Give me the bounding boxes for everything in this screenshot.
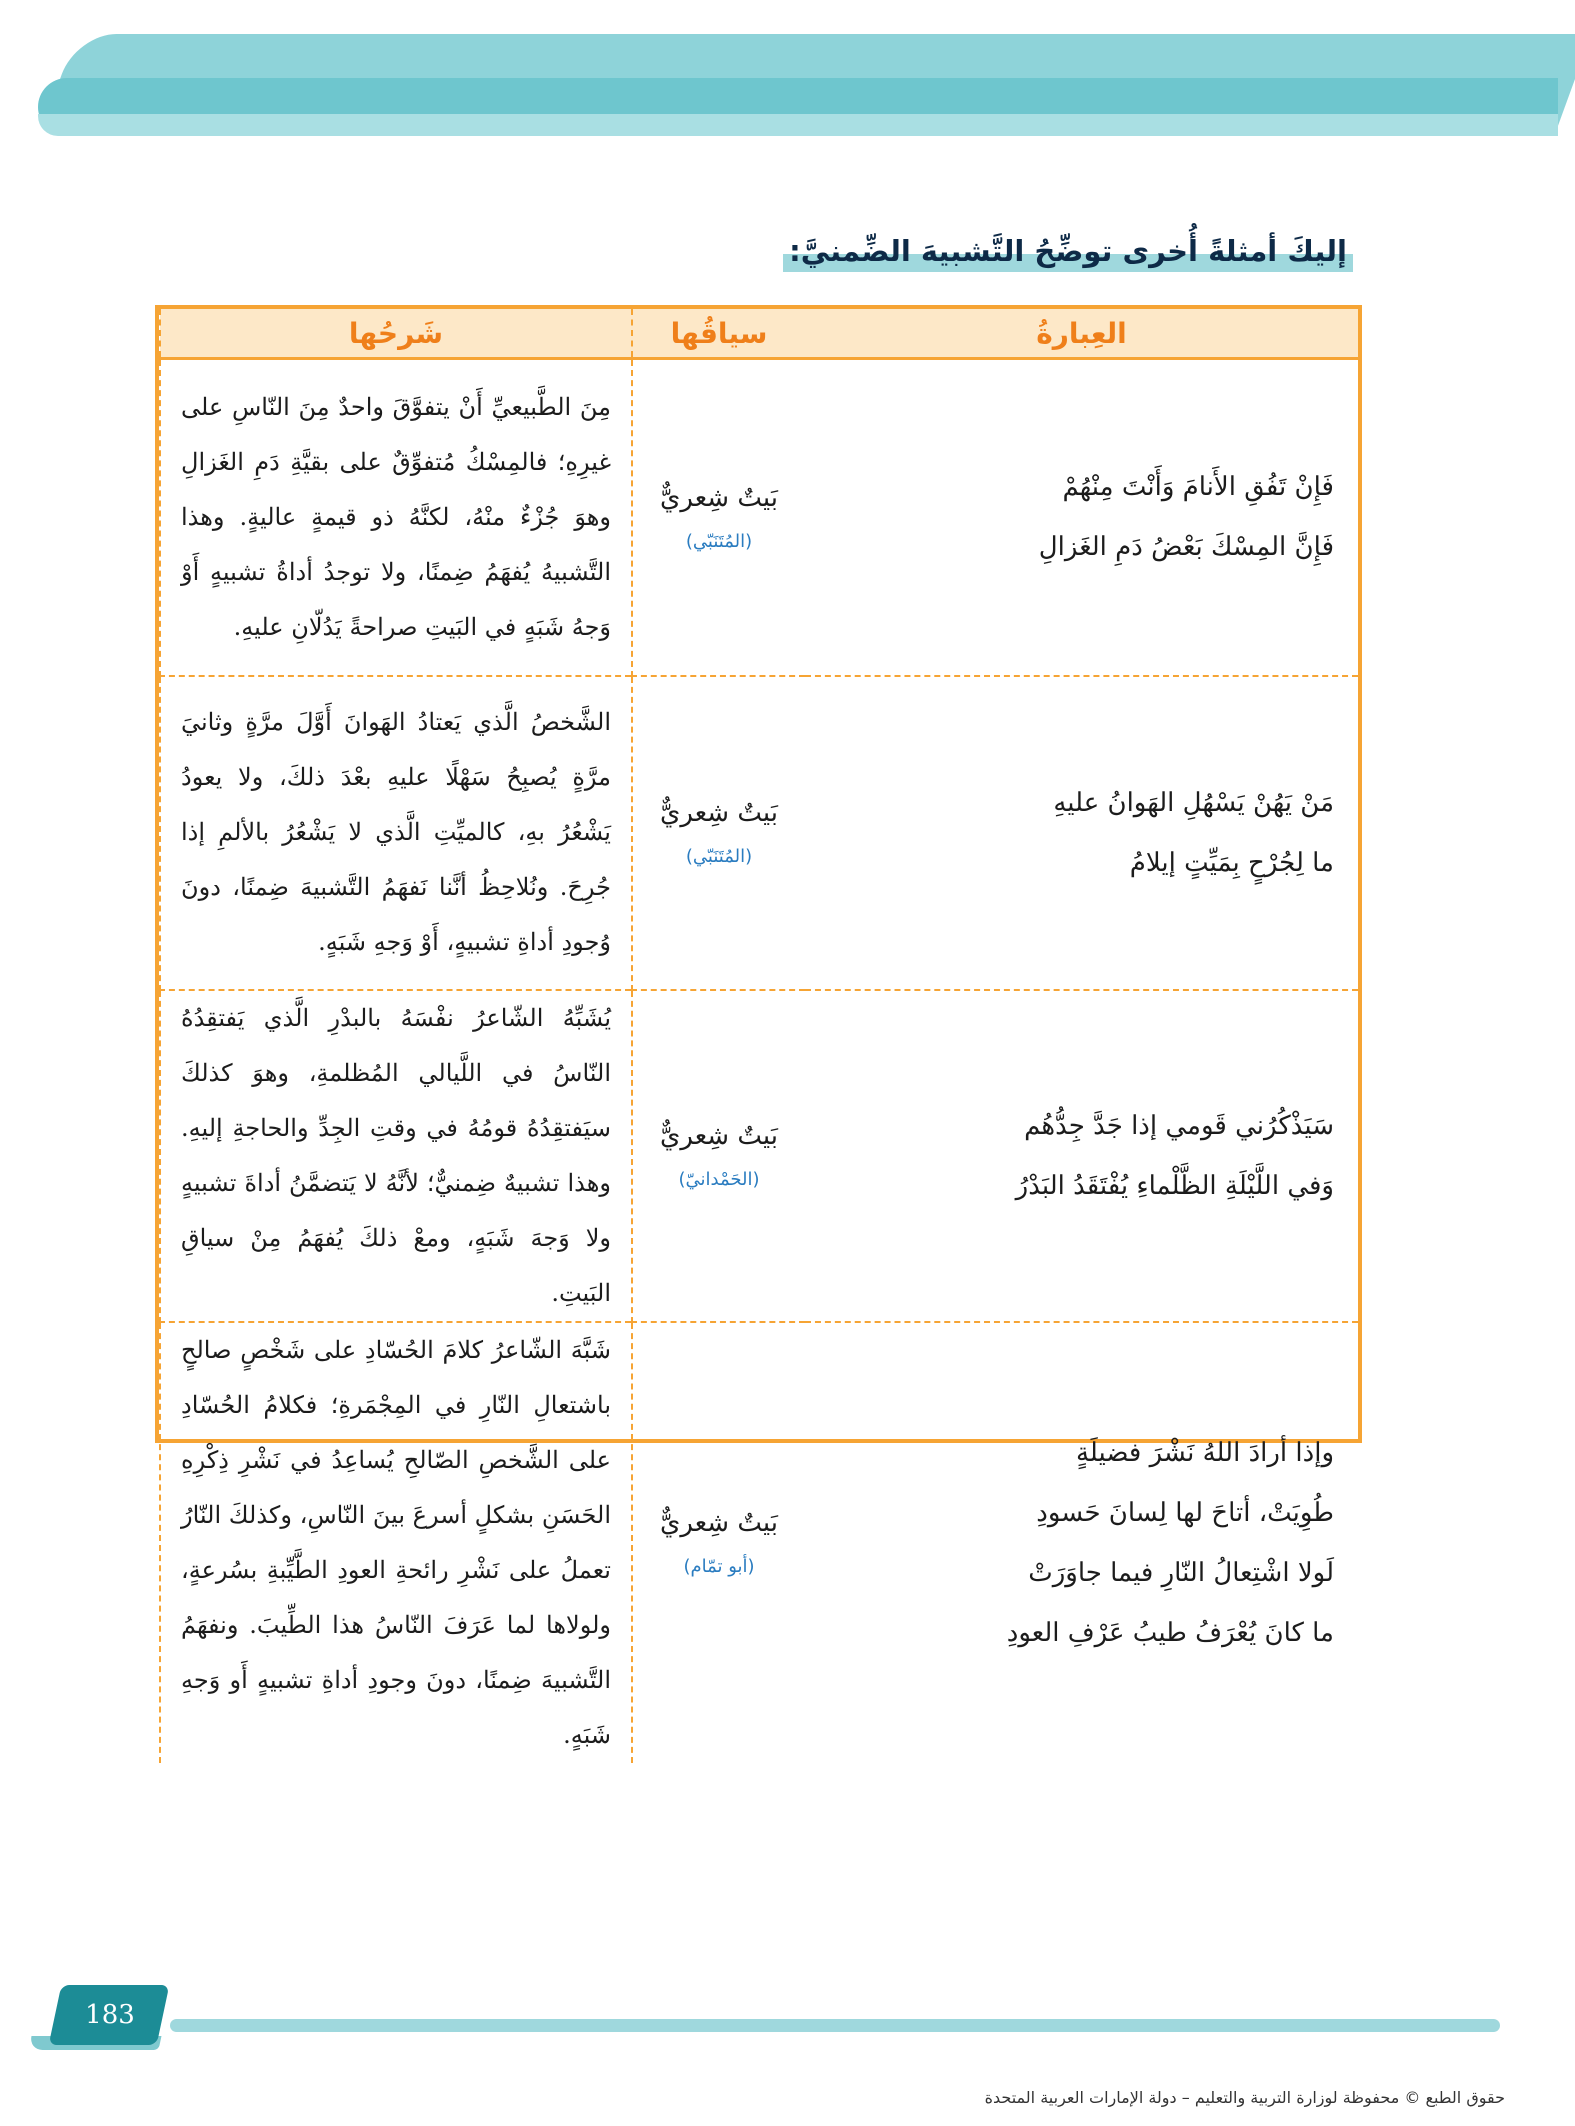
footer-bar	[170, 2019, 1500, 2032]
verse-line: وإذا أرادَ اللهُ نَشْرَ فضيلَةٍ	[1075, 1437, 1334, 1468]
verse-line: لَولا اشْتِعالُ النّارِ فيما جاوَرَتْ	[1028, 1557, 1334, 1588]
explanation-text: مِنَ الطَّبيعيِّ أَنْ يتفوَّقَ واحدٌ مِنَ النّاسِ على غيرِهِ؛ فالمِسْكُ مُتفوِّقٌ على بقيَّةِ دَمِ الغَزالِ وهوَ جُزْءٌ منْهُ، لكنَّهُ ذو قيمةٍ عاليةٍ. وهذا التَّشبيهُ يُفهَمُ ضِمنًا، ولا توجدُ أداةُ تشبيهٍ أَوْ وَجهُ شَبَهٍ في البَيتِ صراحةً يَدُلّانِ عليهِ.	[181, 392, 611, 641]
header-phrase: العِبارةُ	[805, 309, 1358, 359]
context-label: بَيتٌ شِعريٌّ	[660, 482, 778, 513]
poet-name: (المُتَنَبّي)	[685, 530, 753, 552]
verse-line: ما لِجُرْحٍ بِمَيِّتٍ إيلامُ	[1129, 847, 1334, 878]
examples-table	[155, 305, 1362, 1749]
context-cell	[632, 359, 805, 676]
header-context: سياقُها	[632, 309, 805, 359]
table-row	[160, 359, 1358, 676]
context-label: بَيتٌ شِعريٌّ	[660, 1121, 778, 1151]
poet-name: (أبو تمّام)	[683, 1556, 755, 1577]
context-cell	[632, 676, 805, 990]
top-banner-stripe	[38, 114, 1558, 136]
explanation-cell	[160, 1322, 632, 1763]
table-row	[160, 676, 1358, 990]
explanation-text: يُشَبِّهُ الشّاعرُ نفْسَهُ بالبدْرِ الَّذي يَفتقِدُهُ النّاسُ في اللَّيالي المُظلمةِ، وهوَ كذلكَ سيَفتقِدُهُ قومُهُ في وقتِ الجِدِّ والحاجةِ إليهِ. وهذا تشبيهٌ ضِمنيٌّ؛ لأنَّهُ لا يَتضمَّنُ أداةَ تشبيهٍ ولا وَجهَ شَبَهٍ، ومعْ ذلكَ يُفهَمُ مِنْ سياقِ البَيتِ.	[181, 1003, 611, 1307]
verse-line: مَنْ يَهُنْ يَسْهُلِ الهَوانُ عليهِ	[1053, 787, 1334, 818]
phrase-cell	[805, 676, 1358, 990]
context-cell	[632, 990, 805, 1322]
poet-name: (المُتَنَبّي)	[685, 846, 753, 867]
explanation-text: شَبَّهَ الشّاعرُ كلامَ الحُسّادِ على شَخْصٍ صالحٍ باشتعالِ النّارِ في المِجْمَرةِ؛ فكلامُ الحُسّادِ على الشَّخصِ الصّالحِ يُساعِدُ في نَشْرِ ذِكْرِهِ الحَسَنِ بشكلٍ أسرعَ بينَ النّاسِ، وكذلكَ النّارُ تعملُ على نَشْرِ رائحةِ العودِ الطَّيِّبةِ بسُرعةٍ، ولولاها لما عَرَفَ النّاسُ هذا الطِّيبَ. ونفهَمُ التَّشبيهَ ضِمنًا، دونَ وجودِ أداةِ تشبيهٍ أَو وَجهِ شَبَهٍ.	[181, 1335, 611, 1749]
explanation-cell	[160, 359, 632, 676]
section-heading: إليكَ أمثلةً أُخرى توضِّحُ التَّشبيهَ الضِّمنيَّ:	[783, 232, 1353, 272]
phrase-cell	[805, 990, 1358, 1322]
verse-line: ما كانَ يُعْرَفُ طيبُ عَرْفِ العودِ	[1006, 1617, 1334, 1648]
explanation-cell	[160, 990, 632, 1322]
verse-line: فَإِنَّ المِسْكَ بَعْضُ دَمِ الغَزالِ	[1038, 532, 1334, 563]
verse-line: فَإِنْ تَفُقِ الأَنامَ وَأَنْتَ مِنْهُمْ	[1062, 472, 1334, 503]
verse-line: سَيَذْكُرُني قَومي إذا جَدَّ جِدُّهُم	[1024, 1110, 1334, 1141]
copyright-notice: حقوق الطبع © محفوظة لوزارة التربية والتعليم – دولة الإمارات العربية المتحدة	[984, 2088, 1505, 2107]
explanation-cell	[160, 676, 632, 990]
context-label: بَيتٌ شِعريٌّ	[660, 1508, 778, 1538]
verse-line: وَفي اللَّيْلَةِ الظَّلْماءِ يُفْتَقَدُ البَدْرُ	[1015, 1170, 1334, 1201]
table-row	[160, 990, 1358, 1322]
table-header-row	[160, 309, 1358, 359]
poet-name: (الحَمْدانيّ)	[678, 1169, 760, 1190]
table-row	[160, 1322, 1358, 1763]
header-explanation: شَرحُها	[160, 309, 632, 359]
phrase-cell	[805, 359, 1358, 676]
context-label: بَيتٌ شِعريٌّ	[660, 798, 778, 828]
explanation-text: الشَّخصُ الَّذي يَعتادُ الهَوانَ أَوَّلَ مرَّةٍ وثانيَ مرَّةٍ يُصبِحُ سَهْلًا عليهِ بعْدَ ذلكَ، ولا يعودُ يَشْعُرُ بهِ، كالميِّتِ الَّذي لا يَشْعُرُ بالألمِ إذا جُرِحَ. ونُلاحِظُ أنَّنا نَفهَمُ التَّشبيهَ ضِمنًا، دونَ وُجودِ أداةِ تشبيهٍ، أَوْ وَجهِ شَبَهٍ.	[181, 708, 611, 956]
context-cell	[632, 1322, 805, 1763]
verse-line: طُوِيَتْ، أتاحَ لها لِسانَ حَسودِ	[1036, 1497, 1334, 1528]
page-number: 183	[85, 2000, 135, 2030]
phrase-cell	[805, 1322, 1358, 1763]
